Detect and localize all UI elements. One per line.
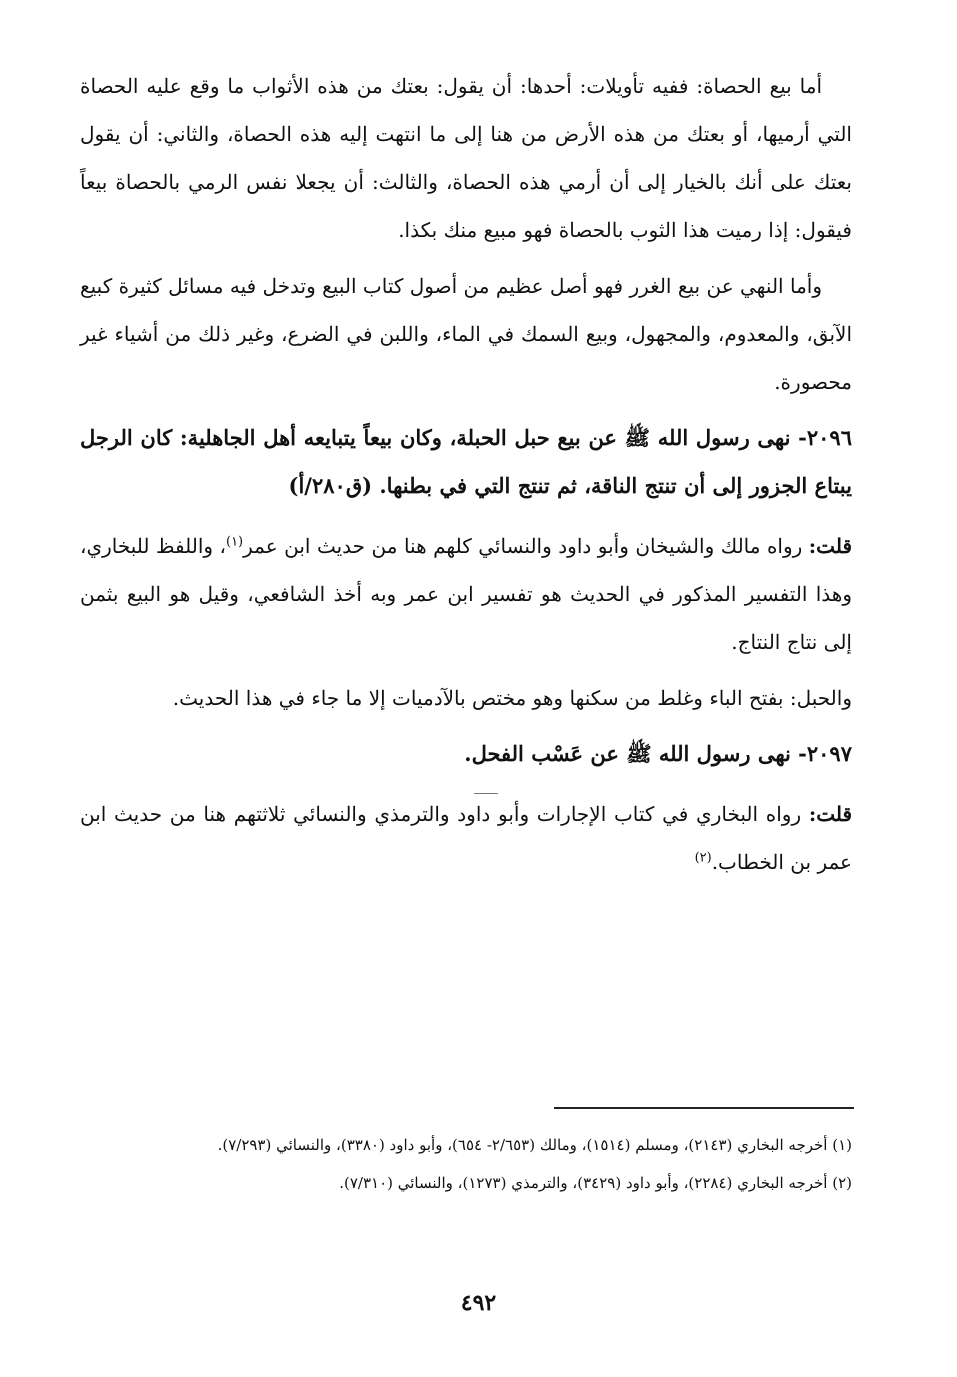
hadith-number: ٢٠٩٧-	[798, 741, 852, 766]
hadith-text: نهى رسول الله ﷺ عن عَسْب الفحل.	[464, 741, 791, 766]
hadith-number: ٢٠٩٦-	[798, 425, 852, 450]
hadith-2096	[80, 414, 852, 510]
footnote-ref-1[interactable]: (١)	[225, 534, 244, 550]
commentary-text-continued: ، واللفظ للبخاري، وهذا التفسير المذكور في الحديث هو تفسير ابن عمر وبه أخذ الشافعي، وقيل هو البيع بثمن إلى نتاج النتاج.	[80, 534, 852, 654]
page-number: ٤٩٢	[460, 1290, 497, 1316]
footnote-ref-2[interactable]: (٢)	[694, 850, 712, 866]
footnote-divider	[554, 1107, 854, 1109]
commentary-text: رواه مالك والشيخان وأبو داود والنسائي كلهم هنا من حديث ابن عمر	[243, 534, 803, 558]
page-body	[80, 62, 852, 894]
footnote-1: (١) أخرجه البخاري (٢١٤٣)، ومسلم (١٥١٤)، ومالك (٢/٦٥٣- ٦٥٤)، وأبو داود (٣٣٨٠)، والنسائي (٧/٢٩٣).	[217, 1136, 852, 1154]
paragraph-al-habal: والحبل: بفتح الباء وغلط من سكنها وهو مختص بالآدميات إلا ما جاء في هذا الحديث.	[172, 686, 852, 710]
scan-mark	[474, 793, 498, 794]
footnotes	[80, 1128, 852, 1204]
hadith-text: نهى رسول الله ﷺ عن بيع حبل الحبلة، وكان بيعاً يتبايعه أهل الجاهلية: كان الرجل يبتاع الجزور إلى أن تنتج الناقة، ثم تنتج التي في بطنها. (ق٢٨٠/أ)	[80, 425, 852, 498]
commentary-text: رواه البخاري في كتاب الإجارات وأبو داود والترمذي والنسائي ثلاثتهم هنا من حديث ابن عمر بن الخطاب.	[80, 802, 852, 874]
commentary-2097	[80, 790, 852, 886]
paragraph-bay-al-hasat: أما بيع الحصاة: ففيه تأويلات: أحدها: أن يقول: بعتك من هذه الأثواب ما وقع عليه الحصاة التي أرميها، أو بعتك من هذه الأرض من هنا إلى ما انتهت إليه هذه الحصاة، والثاني: أن يقول بعتك على أنك بالخيار إلى أن أرمي هذه الحصاة، والثالث: أن يجعلا نفس الرمي بالحصاة بيعاً فيقول: إذا رميت هذا الثوب بالحصاة فهو مبيع منك بكذا.	[80, 74, 852, 242]
commentary-lead: قلت:	[808, 534, 852, 558]
footnote-2: (٢) أخرجه البخاري (٢٢٨٤)، وأبو داود (٣٤٢٩)، والترمذي (١٢٧٣)، والنسائي (٧/٣١٠).	[339, 1174, 852, 1192]
paragraph-bay-al-gharar: وأما النهي عن بيع الغرر فهو أصل عظيم من أصول كتاب البيع وتدخل فيه مسائل كثيرة كبيع الآبق، والمعدوم، والمجهول، وبيع السمك في الماء، واللبن في الضرع، وغير ذلك من أشياء غير محصورة.	[80, 274, 852, 394]
commentary-2096	[80, 522, 852, 666]
hadith-2097	[80, 730, 852, 778]
commentary-lead: قلت:	[808, 802, 853, 826]
